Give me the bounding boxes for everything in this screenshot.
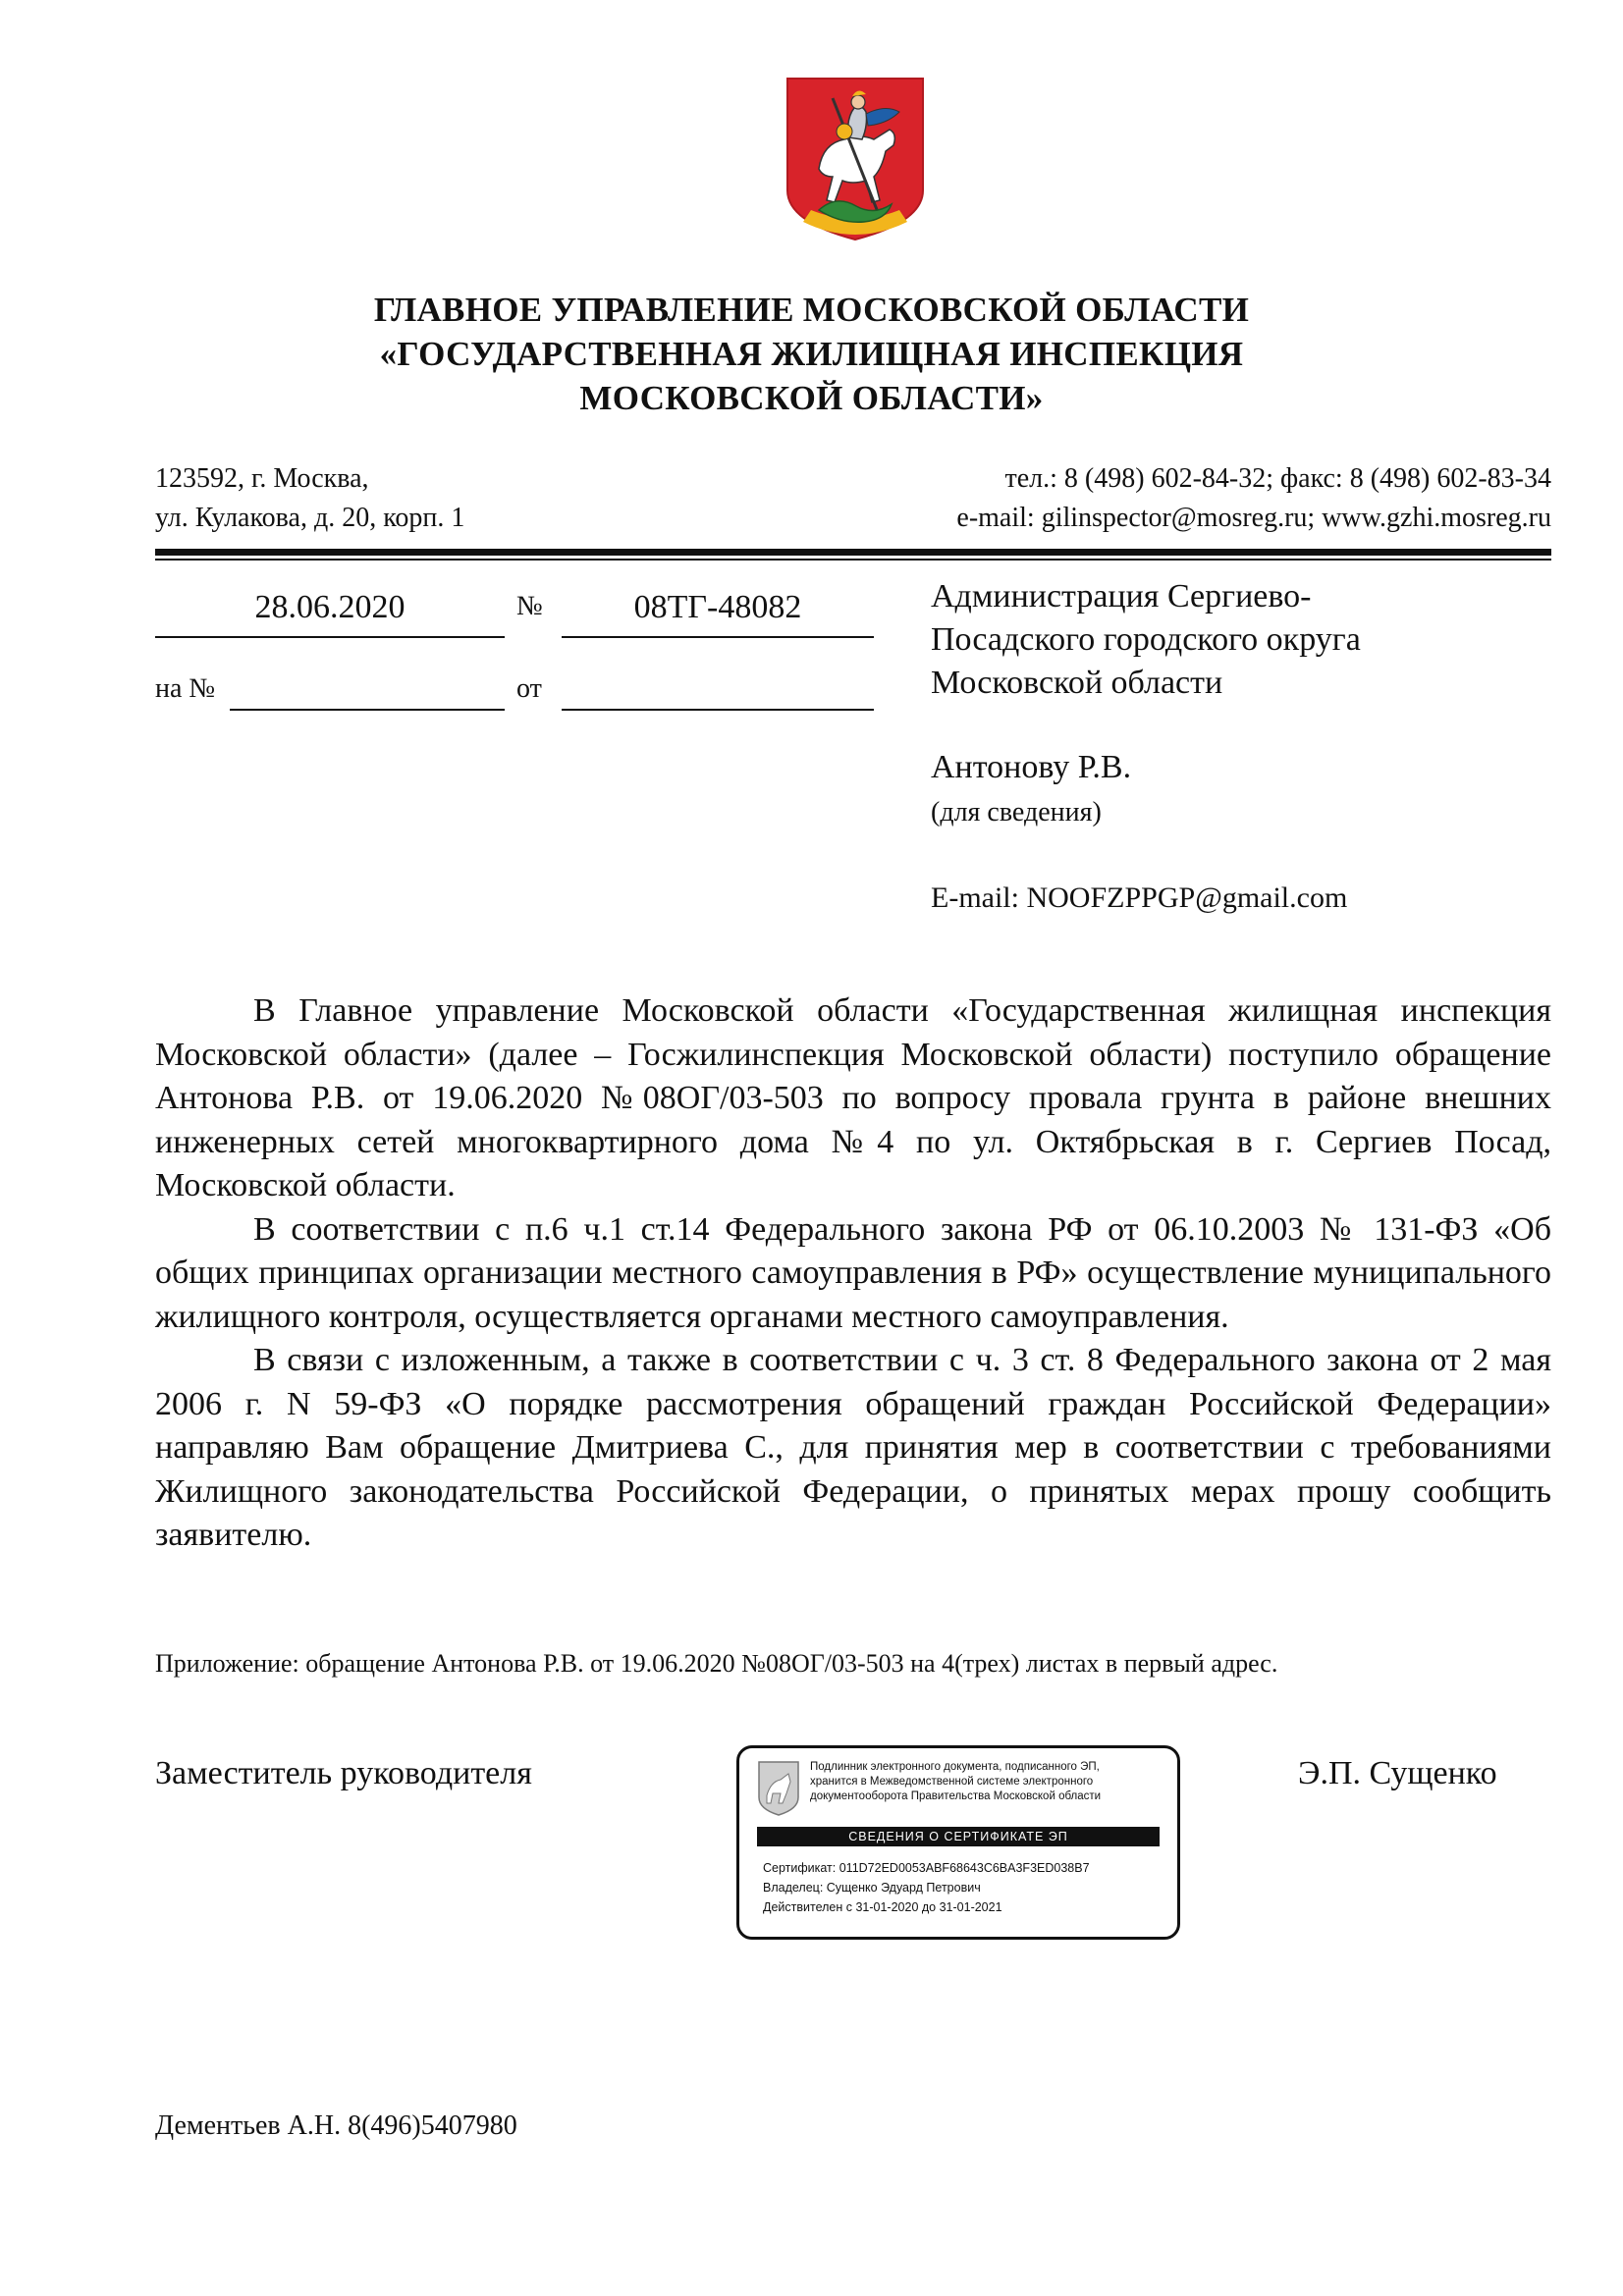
body-paragraph-1: В Главное управление Московской области «Государственная жилищная инспекция Московской области» (далее – Госжилинспекция Московской области) поступило обращение Антонова Р.В. от 19.06.2020 №08ОГ/03-503 по вопросу провала грунта в районе внешних инженерных сетей многоквартирного дома №4 по ул. Октябрьская в г. Сергиев Посад, Московской области. [155, 992, 1551, 1203]
recipient-org-line-2: Посадского городского округа [931, 621, 1361, 658]
stamp-validity: Действителен с 31-01-2020 до 31-01-2021 [763, 1900, 1002, 1914]
recipient-org-line-3: Московской области [931, 665, 1223, 701]
recipient-note: (для сведения) [931, 797, 1102, 828]
stamp-certificate-info [763, 1858, 1090, 1917]
ref-number-underline [230, 709, 505, 711]
header-divider-thick [155, 549, 1551, 556]
letter-body [155, 989, 1551, 1558]
stamp-header-text [810, 1760, 1167, 1804]
number-label: № [516, 591, 543, 621]
header-divider-thin [155, 559, 1551, 561]
moscow-oblast-coat-of-arms [784, 75, 927, 243]
org-name-line-3: МОСКОВСКОЙ ОБЛАСТИ» [579, 379, 1044, 417]
executor-contact: Дементьев А.Н. 8(496)5407980 [155, 2110, 517, 2141]
signatory-name: Э.П. Сущенко [1298, 1755, 1497, 1791]
stamp-header-line-3: документооборота Правительства Московской области [810, 1790, 1102, 1802]
stamp-header-line-1: Подлинник электронного документа, подписанного ЭП, [810, 1761, 1100, 1773]
ref-number-label: на № [155, 673, 216, 704]
body-paragraph-2: В соответствии с п.6 ч.1 ст.14 Федерального закона РФ от 06.10.2003 № 131-ФЗ «Об общих принципах организации местного самоуправления в РФ» осуществление муниципального жилищного контроля, осуществляется органами местного самоуправления. [155, 1210, 1551, 1335]
org-name-line-1: ГЛАВНОЕ УПРАВЛЕНИЕ МОСКОВСКОЙ ОБЛАСТИ [373, 291, 1250, 329]
from-date-underline [562, 709, 874, 711]
signatory-position: Заместитель руководителя [155, 1755, 532, 1791]
recipient-org-line-1: Администрация Сергиево- [931, 578, 1312, 614]
recipient-person: Антонову Р.В. [931, 749, 1132, 785]
address-line-1: 123592, г. Москва, [155, 463, 369, 494]
address-line-2: ул. Кулакова, д. 20, корп. 1 [155, 503, 465, 533]
from-label: от [516, 673, 542, 704]
stamp-header-line-2: хранится в Межведомственной системе электронного [810, 1776, 1094, 1788]
number-underline [562, 636, 874, 638]
attachment-note: Приложение: обращение Антонова Р.В. от 19.06.2020 №08ОГ/03-503 на 4(трех) листах в первый адрес. [155, 1649, 1278, 1678]
stamp-certificate-bar: СВЕДЕНИЯ О СЕРТИФИКАТЕ ЭП [757, 1827, 1160, 1846]
outgoing-date: 28.06.2020 [254, 589, 406, 625]
date-underline [155, 636, 505, 638]
phone-fax-line: тел.: 8 (498) 602-84-32; факс: 8 (498) 602-83-34 [1004, 463, 1551, 494]
stamp-emblem-icon [757, 1760, 800, 1817]
org-name-line-2: «ГОСУДАРСТВЕННАЯ ЖИЛИЩНАЯ ИНСПЕКЦИЯ [379, 335, 1244, 373]
email-web-line: e-mail: gilinspector@mosreg.ru; www.gzhi.mosreg.ru [956, 503, 1551, 533]
stamp-certificate-id: Сертификат: 011D72ED0053ABF68643C6BA3F3ED038B7 [763, 1861, 1090, 1875]
electronic-signature-stamp [736, 1745, 1180, 1940]
stamp-owner: Владелец: Сущенко Эдуард Петрович [763, 1881, 981, 1895]
outgoing-number: 08ТГ-48082 [633, 589, 802, 625]
body-paragraph-3: В связи с изложенным, а также в соответствии с ч. 3 ст. 8 Федерального закона от 2 мая 2006 г. N 59-ФЗ «О порядке рассмотрения обращений граждан Российской Федерации» направляю Вам обращение Дмитриева С., для принятия мер в соответствии с требованиями Жилищного законодательства Российской Федерации, о принятых мерах прошу сообщить заявителю. [155, 1342, 1551, 1553]
recipient-email: E-mail: NOOFZPPGP@gmail.com [931, 881, 1348, 914]
